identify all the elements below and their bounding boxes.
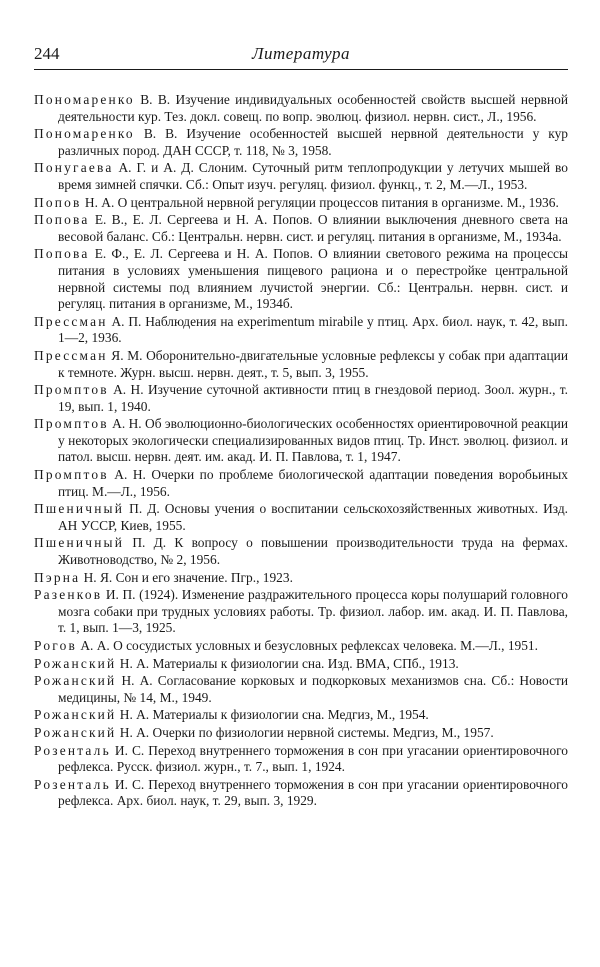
bibliography-entry bbox=[34, 535, 568, 568]
entry-author: Розенталь bbox=[34, 742, 111, 758]
bibliography-entry bbox=[34, 587, 568, 637]
bibliography-entry bbox=[34, 467, 568, 500]
bibliography-entry bbox=[34, 348, 568, 381]
bibliography-entry bbox=[34, 656, 568, 673]
entry-author: Промптов bbox=[34, 416, 109, 432]
bibliography-entry bbox=[34, 314, 568, 347]
entry-text: А. Н. Очерки по проблеме биологической адаптации поведения воробьиных птиц. М.—Л., 1956. bbox=[58, 467, 568, 499]
bibliography-entry bbox=[34, 126, 568, 159]
page-number: 244 bbox=[34, 44, 60, 63]
entry-text: Н. А. Материалы к физиологии сна. Изд. ВМА, СПб., 1913. bbox=[116, 655, 459, 671]
bibliography-entry bbox=[34, 212, 568, 245]
entry-author: Пономаренко bbox=[34, 126, 135, 142]
header-rule bbox=[34, 69, 568, 70]
bibliography-entry bbox=[34, 246, 568, 312]
entry-text: И. С. Переход внутреннего торможения в сон при угасании ориентировочного рефлекса. Арх. биол. наук, т. 29, вып. 3, 1929. bbox=[58, 776, 568, 809]
bibliography-entry bbox=[34, 673, 568, 706]
entry-text: А. Г. и А. Д. Слоним. Суточный ритм теплопродукции у летучих мышей во время зимней спячки. Сб.: Опыт изуч. регуляц. физиол. функц., т. 2, М.—Л., 1953. bbox=[58, 160, 568, 192]
entry-text: И. П. (1924). Изменение раздражительного процесса коры полушарий головного мозга собаки при трудных условиях работы. Тр. физиол. лабор. им. акад. И. П. Павлова, т. 1, вып. 1—3, 1925. bbox=[58, 587, 568, 636]
entry-text: В. В. Изучение особенностей высшей нервной деятельности у кур различных пород. ДАН СССР, т. 118, № 3, 1958. bbox=[58, 126, 568, 158]
entry-author: Рожанский bbox=[34, 724, 117, 740]
entry-text: А. Н. Об эволюционно-биологических особенностях ориентировочной реакции у некоторых экологически специализированных видов птиц. Тр. Инст. эволюц. физиол. и патол. высш. нервн. деят. им. акад. И. П. Павлова, т. 1, 1947. bbox=[58, 416, 568, 465]
entry-author: Попов bbox=[34, 194, 82, 210]
entry-author: Понугаева bbox=[34, 160, 114, 176]
entry-author: Розенталь bbox=[34, 776, 111, 792]
bibliography-list bbox=[34, 92, 568, 811]
entry-author: Рожанский bbox=[34, 673, 117, 689]
entry-author: Разенков bbox=[34, 587, 103, 603]
entry-author: Попова bbox=[34, 212, 90, 228]
entry-text: Н. А. Материалы к физиологии сна. Медгиз, М., 1954. bbox=[116, 707, 429, 723]
bibliography-entry bbox=[34, 501, 568, 534]
entry-text: А. П. Наблюдения на experimentum mirabile у птиц. Арх. биол. наук, т. 42, вып. 1—2, 1936. bbox=[58, 313, 568, 346]
entry-text: П. Д. Основы учения о воспитании сельскохозяйственных животных. Изд. АН УССР, Киев, 1955. bbox=[58, 501, 568, 533]
entry-author: Рожанский bbox=[34, 707, 117, 723]
entry-author: Промптов bbox=[34, 467, 109, 483]
bibliography-entry bbox=[34, 92, 568, 125]
entry-author: Рогов bbox=[34, 638, 77, 653]
entry-author: Промптов bbox=[34, 382, 109, 398]
page-header bbox=[34, 44, 568, 68]
entry-text: А. Н. Изучение суточной активности птиц в гнездовой период. Зоол. журн., т. 19, вып. 1, 1940. bbox=[58, 382, 568, 414]
entry-text: Я. М. Оборонительно-двигательные условные рефлексы у собак при адаптации к темноте. Журн. высш. нервн. деят., т. 5, вып. 3, 1955. bbox=[58, 347, 568, 380]
bibliography-entry bbox=[34, 638, 568, 655]
entry-text: Н. Я. Сон и его значение. Пгр., 1923. bbox=[80, 569, 293, 585]
entry-author: Пэрна bbox=[34, 569, 81, 585]
entry-text: Н. А. О центральной нервной регуляции процессов питания в организме. М., 1936. bbox=[81, 194, 559, 210]
entry-text: Н. А. Согласование корковых и подкорковых механизмов сна. Сб.: Новости медицины, № 14, М., 1949. bbox=[58, 673, 568, 705]
entry-author: Прессман bbox=[34, 313, 108, 329]
bibliography-entry bbox=[34, 743, 568, 776]
bibliography-entry bbox=[34, 382, 568, 415]
entry-author: Пономаренко bbox=[34, 92, 135, 107]
entry-text: В. В. Изучение индивидуальных особенностей свойств высшей нервной деятельности кур. Тез. докл. совещ. по вопр. эволюц. физиол. нервн. сист., Л., 1956. bbox=[58, 92, 568, 124]
entry-text: И. С. Переход внутреннего торможения в сон при угасании ориентировочного рефлекса. Русск. физиол. журн., т. 7., вып. 1, 1924. bbox=[58, 742, 568, 775]
bibliography-entry bbox=[34, 160, 568, 193]
entry-author: Рожанский bbox=[34, 655, 117, 671]
bibliography-entry bbox=[34, 416, 568, 466]
entry-text: А. А. О сосудистых условных и безусловных рефлексах человека. М.—Л., 1951. bbox=[77, 638, 538, 653]
bibliography-entry bbox=[34, 570, 568, 587]
entry-author: Пшеничный bbox=[34, 535, 125, 551]
entry-text: Е. В., Е. Л. Сергеева и Н. А. Попов. О влиянии выключения дневного света на весовой баланс. Сб.: Центральн. нервн. сист. и регуляц. питания в организме, М., 1934а. bbox=[58, 212, 568, 244]
running-title: Литература bbox=[251, 44, 350, 63]
entry-text: Н. А. Очерки по физиологии нервной системы. Медгиз, М., 1957. bbox=[116, 724, 494, 740]
entry-author: Попова bbox=[34, 246, 90, 262]
bibliography-entry bbox=[34, 707, 568, 724]
entry-author: Прессман bbox=[34, 347, 108, 363]
bibliography-entry bbox=[34, 195, 568, 212]
bibliography-entry bbox=[34, 725, 568, 742]
bibliography-entry bbox=[34, 777, 568, 810]
entry-author: Пшеничный bbox=[34, 501, 125, 517]
entry-text: Е. Ф., Е. Л. Сергеева и Н. А. Попов. О влиянии светового режима на процессы питания в условиях уменьшения пищевого рациона и о перестройке центральной нервной системы под влиянием лучистой энергии. Сб.: Центральн. нервн. сист. и регуляц. питания в организме, М., 1934б. bbox=[58, 246, 568, 312]
entry-text: П. Д. К вопросу о повышении производительности труда на фермах. Животноводство, № 2, 1956. bbox=[58, 535, 568, 568]
